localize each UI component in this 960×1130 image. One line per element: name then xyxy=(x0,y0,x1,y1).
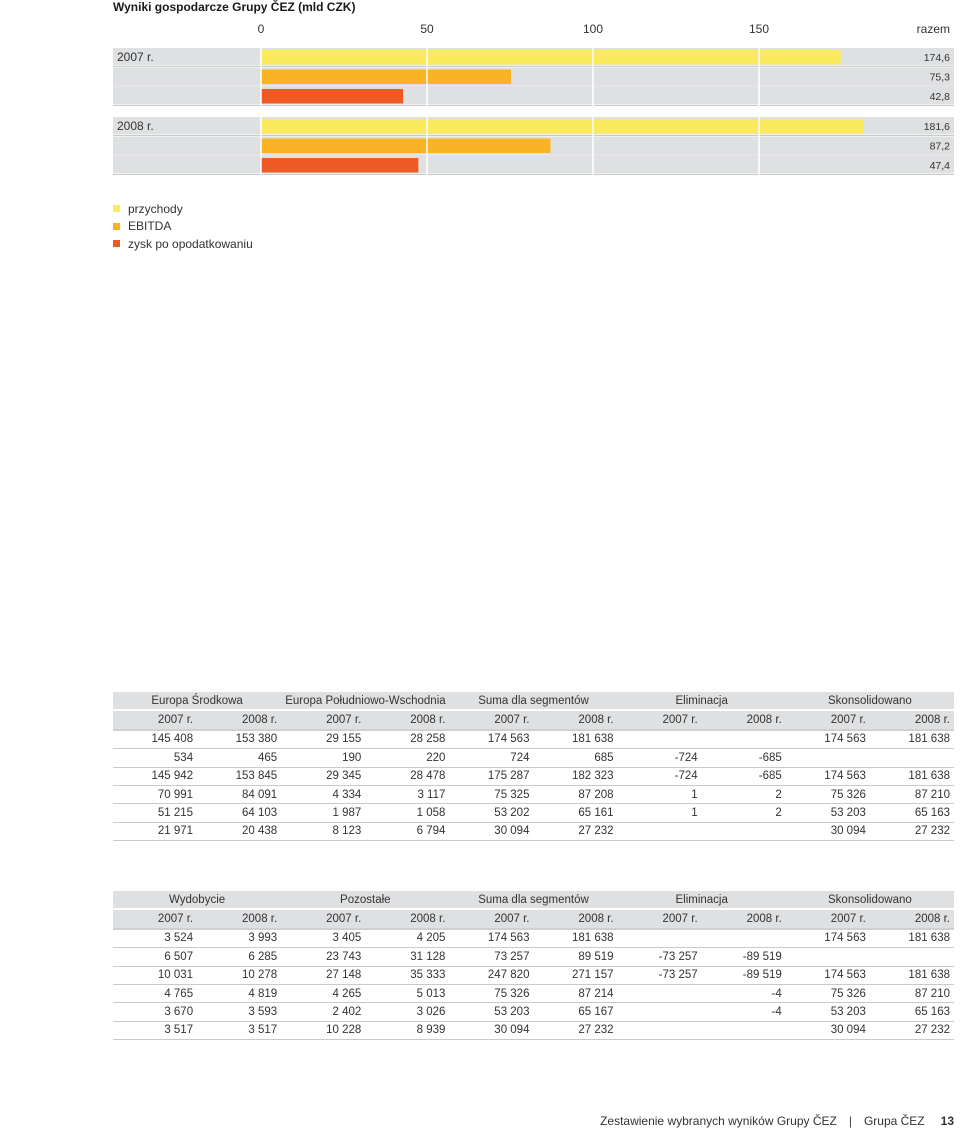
column-group-header: Eliminacja xyxy=(618,692,786,710)
column-group-header: Suma dla segmentów xyxy=(449,692,617,710)
row-band xyxy=(113,87,954,105)
table-cell: 89 519 xyxy=(533,948,617,966)
table-cell: -685 xyxy=(702,749,786,767)
table-cell xyxy=(702,730,786,749)
table-cell: 27 232 xyxy=(870,1021,954,1039)
table-cell: 1 xyxy=(618,785,702,803)
table-cell: 3 517 xyxy=(197,1021,281,1039)
bar-value-label: 42,8 xyxy=(929,91,950,103)
legend-item-zysk xyxy=(113,235,253,253)
table-cell: 64 103 xyxy=(197,804,281,822)
table-cell: 10 031 xyxy=(113,966,197,984)
table-cell: 65 163 xyxy=(870,804,954,822)
table-cell: 65 163 xyxy=(870,1003,954,1021)
table-group-header xyxy=(113,891,954,909)
year-header: 2008 r. xyxy=(365,710,449,729)
bar-value-label: 75,3 xyxy=(929,71,950,84)
table-cell: 2 xyxy=(702,785,786,803)
table-cell: 271 157 xyxy=(533,966,617,984)
year-header: 2007 r. xyxy=(786,710,870,729)
table-cell: -724 xyxy=(618,749,702,767)
table-cell: 1 987 xyxy=(281,804,365,822)
legend-label: EBITDA xyxy=(128,219,172,234)
group-label: 2008 r. xyxy=(117,119,154,133)
chart-title: Wyniki gospodarcze Grupy ČEZ (mld CZK) xyxy=(113,0,356,14)
table-cell: 65 167 xyxy=(533,1003,617,1021)
table-cell xyxy=(618,984,702,1002)
table-cell: 5 013 xyxy=(365,984,449,1002)
group-label: 2007 r. xyxy=(117,50,154,64)
table-cell: 1 xyxy=(618,804,702,822)
column-group-header: Pozostałe xyxy=(281,891,449,909)
table-cell xyxy=(618,1021,702,1039)
bar-value-label: 47,4 xyxy=(929,160,950,172)
table-cell: 8 939 xyxy=(365,1021,449,1039)
table-group-header xyxy=(113,692,954,710)
table-cell: 3 593 xyxy=(197,1003,281,1021)
table-cell xyxy=(618,929,702,948)
bar-przychody xyxy=(261,119,864,134)
table-cell xyxy=(870,948,954,966)
table-cell: 51 215 xyxy=(113,804,197,822)
table-row xyxy=(113,749,954,767)
column-group-header: Eliminacja xyxy=(618,891,786,909)
table-cell: 3 524 xyxy=(113,929,197,948)
table-cell: 4 334 xyxy=(281,785,365,803)
table-cell: 153 845 xyxy=(197,767,281,785)
column-group-header: Europa Południowo-Wschodnia xyxy=(281,692,449,710)
legend-swatch-ebitda xyxy=(113,223,120,230)
table-cell: 84 091 xyxy=(197,785,281,803)
table-row xyxy=(113,804,954,822)
bar-ebitda xyxy=(261,70,511,85)
table-cell: 3 117 xyxy=(365,785,449,803)
year-header: 2007 r. xyxy=(113,710,197,729)
footer-title: Zestawienie wybranych wyników Grupy ČEZ xyxy=(600,1114,837,1128)
bar-chart-svg xyxy=(113,18,954,178)
page-number: 13 xyxy=(940,1114,954,1128)
table-cell: 220 xyxy=(365,749,449,767)
table-cell: 2 xyxy=(702,804,786,822)
year-header: 2008 r. xyxy=(365,909,449,928)
year-header: 2007 r. xyxy=(113,909,197,928)
year-header: 2008 r. xyxy=(870,710,954,729)
table-row xyxy=(113,822,954,840)
table-cell: 75 326 xyxy=(786,984,870,1002)
x-tick-label: 100 xyxy=(582,22,604,36)
table-cell: 145 408 xyxy=(113,730,197,749)
table-cell: 153 380 xyxy=(197,730,281,749)
table-cell: 6 285 xyxy=(197,948,281,966)
year-header: 2007 r. xyxy=(449,710,533,729)
table-year-header xyxy=(113,710,954,729)
bar-value-label: 174,6 xyxy=(923,52,950,64)
table-cell xyxy=(870,749,954,767)
legend-item-przychody xyxy=(113,200,253,218)
table-cell: 174 563 xyxy=(786,929,870,948)
table-row xyxy=(113,730,954,749)
table-year-header xyxy=(113,909,954,928)
table-cell: 6 507 xyxy=(113,948,197,966)
table-cell: 70 991 xyxy=(113,785,197,803)
table-cell: 181 638 xyxy=(870,767,954,785)
table-cell: 65 161 xyxy=(533,804,617,822)
table-cell: 465 xyxy=(197,749,281,767)
table-cell: 87 210 xyxy=(870,984,954,1002)
table-cell: 73 257 xyxy=(449,948,533,966)
year-header: 2008 r. xyxy=(702,909,786,928)
table-cell: -724 xyxy=(618,767,702,785)
x-tick-label: 0 xyxy=(257,22,265,36)
table-cell: 685 xyxy=(533,749,617,767)
table-cell: 30 094 xyxy=(786,1021,870,1039)
table-cell xyxy=(618,822,702,840)
legend-swatch-przychody xyxy=(113,205,120,212)
table-cell: 75 325 xyxy=(449,785,533,803)
table-cell: 20 438 xyxy=(197,822,281,840)
footer-brand: Grupa ČEZ xyxy=(863,1114,925,1128)
bar-ebitda xyxy=(261,139,551,154)
year-header: 2007 r. xyxy=(449,909,533,928)
table-cell: 1 058 xyxy=(365,804,449,822)
table-cell: 181 638 xyxy=(870,730,954,749)
table-cell: 174 563 xyxy=(786,966,870,984)
table-cell: 6 794 xyxy=(365,822,449,840)
table-cell: 87 208 xyxy=(533,785,617,803)
bar-przychody xyxy=(261,50,841,65)
table-cell: 724 xyxy=(449,749,533,767)
table-cell: 181 638 xyxy=(870,966,954,984)
table-cell: 27 232 xyxy=(870,822,954,840)
year-header: 2007 r. xyxy=(618,909,702,928)
table-cell: 31 128 xyxy=(365,948,449,966)
table-cell: 190 xyxy=(281,749,365,767)
year-header: 2007 r. xyxy=(281,710,365,729)
table-cell: 28 258 xyxy=(365,730,449,749)
table-cell: -4 xyxy=(702,1003,786,1021)
table-row xyxy=(113,1003,954,1021)
x-tick-label: 150 xyxy=(748,22,770,36)
table-cell: -685 xyxy=(702,767,786,785)
table-cell: 3 517 xyxy=(113,1021,197,1039)
year-header: 2008 r. xyxy=(197,710,281,729)
year-header: 2007 r. xyxy=(786,909,870,928)
legend-swatch-zysk xyxy=(113,240,120,247)
table-cell: 30 094 xyxy=(449,822,533,840)
total-column-header: razem xyxy=(916,22,950,36)
table-cell: 53 203 xyxy=(786,1003,870,1021)
table-cell: 182 323 xyxy=(533,767,617,785)
table-cell: 145 942 xyxy=(113,767,197,785)
table-cell: 174 563 xyxy=(786,730,870,749)
bar-chart xyxy=(113,18,954,178)
table-cell: 2 402 xyxy=(281,1003,365,1021)
table-cell: 181 638 xyxy=(533,730,617,749)
column-group-header: Skonsolidowano xyxy=(786,692,954,710)
table-cell: 175 287 xyxy=(449,767,533,785)
table-cell xyxy=(702,822,786,840)
table-cell xyxy=(786,948,870,966)
table-cell: 3 405 xyxy=(281,929,365,948)
table-cell: 8 123 xyxy=(281,822,365,840)
x-tick-label: 50 xyxy=(420,22,434,36)
table-cell: 4 819 xyxy=(197,984,281,1002)
legend-item-ebitda xyxy=(113,218,253,236)
column-group-header: Wydobycie xyxy=(113,891,281,909)
table-cell: -73 257 xyxy=(618,948,702,966)
table-cell: 181 638 xyxy=(533,929,617,948)
column-group-header: Europa Środkowa xyxy=(113,692,281,710)
table-cell: 3 670 xyxy=(113,1003,197,1021)
table-cell: 23 743 xyxy=(281,948,365,966)
year-header: 2007 r. xyxy=(618,710,702,729)
legend-label: przychody xyxy=(128,201,183,216)
column-group-header: Skonsolidowano xyxy=(786,891,954,909)
table-cell: 75 326 xyxy=(786,785,870,803)
bar-value-label: 181,6 xyxy=(923,121,950,133)
table-cell: 29 345 xyxy=(281,767,365,785)
segment-table-activities xyxy=(113,891,954,1040)
table-cell: 30 094 xyxy=(449,1021,533,1039)
table-cell: 27 232 xyxy=(533,1021,617,1039)
table-row xyxy=(113,966,954,984)
table-cell: 87 214 xyxy=(533,984,617,1002)
table-cell: 28 478 xyxy=(365,767,449,785)
table-cell xyxy=(786,749,870,767)
table-cell: 27 232 xyxy=(533,822,617,840)
table-row xyxy=(113,1021,954,1039)
table-cell: 53 203 xyxy=(449,1003,533,1021)
year-header: 2007 r. xyxy=(281,909,365,928)
table-cell: 21 971 xyxy=(113,822,197,840)
table-cell: 174 563 xyxy=(449,929,533,948)
table-row xyxy=(113,767,954,785)
table-row xyxy=(113,785,954,803)
legend-label: zysk po opodatkowaniu xyxy=(128,236,253,251)
table-cell: 247 820 xyxy=(449,966,533,984)
table-cell xyxy=(618,1003,702,1021)
table-row xyxy=(113,984,954,1002)
year-header: 2008 r. xyxy=(702,710,786,729)
table-row xyxy=(113,929,954,948)
table-row xyxy=(113,948,954,966)
bar-zysk-po-opodatkowaniu xyxy=(261,158,418,173)
table-cell: 181 638 xyxy=(870,929,954,948)
table-cell: -4 xyxy=(702,984,786,1002)
table-cell: 4 765 xyxy=(113,984,197,1002)
year-header: 2008 r. xyxy=(533,909,617,928)
bar-zysk-po-opodatkowaniu xyxy=(261,89,403,104)
row-band xyxy=(113,156,954,174)
table-cell: 30 094 xyxy=(786,822,870,840)
bar-value-label: 87,2 xyxy=(929,140,950,153)
table-cell: 3 026 xyxy=(365,1003,449,1021)
table-cell xyxy=(702,1021,786,1039)
table-cell: 29 155 xyxy=(281,730,365,749)
table-cell xyxy=(618,730,702,749)
row-band xyxy=(113,68,954,86)
year-header: 2008 r. xyxy=(870,909,954,928)
column-group-header: Suma dla segmentów xyxy=(449,891,617,909)
table-cell: 174 563 xyxy=(786,767,870,785)
table-cell: 87 210 xyxy=(870,785,954,803)
table-cell: 4 265 xyxy=(281,984,365,1002)
table-cell: 174 563 xyxy=(449,730,533,749)
table-cell xyxy=(702,929,786,948)
chart-legend xyxy=(113,200,253,253)
table-cell: 35 333 xyxy=(365,966,449,984)
year-header: 2008 r. xyxy=(197,909,281,928)
table-cell: 534 xyxy=(113,749,197,767)
year-header: 2008 r. xyxy=(533,710,617,729)
table-cell: 53 202 xyxy=(449,804,533,822)
table-cell: 75 326 xyxy=(449,984,533,1002)
table-cell: 27 148 xyxy=(281,966,365,984)
table-cell: 53 203 xyxy=(786,804,870,822)
page-footer xyxy=(600,1114,954,1128)
table-cell: 10 278 xyxy=(197,966,281,984)
table-cell: 3 993 xyxy=(197,929,281,948)
table-cell: -89 519 xyxy=(702,966,786,984)
table-cell: 10 228 xyxy=(281,1021,365,1039)
footer-separator: | xyxy=(848,1114,852,1128)
segment-table-regions xyxy=(113,692,954,841)
table-cell: -73 257 xyxy=(618,966,702,984)
table-cell: 4 205 xyxy=(365,929,449,948)
table-cell: -89 519 xyxy=(702,948,786,966)
